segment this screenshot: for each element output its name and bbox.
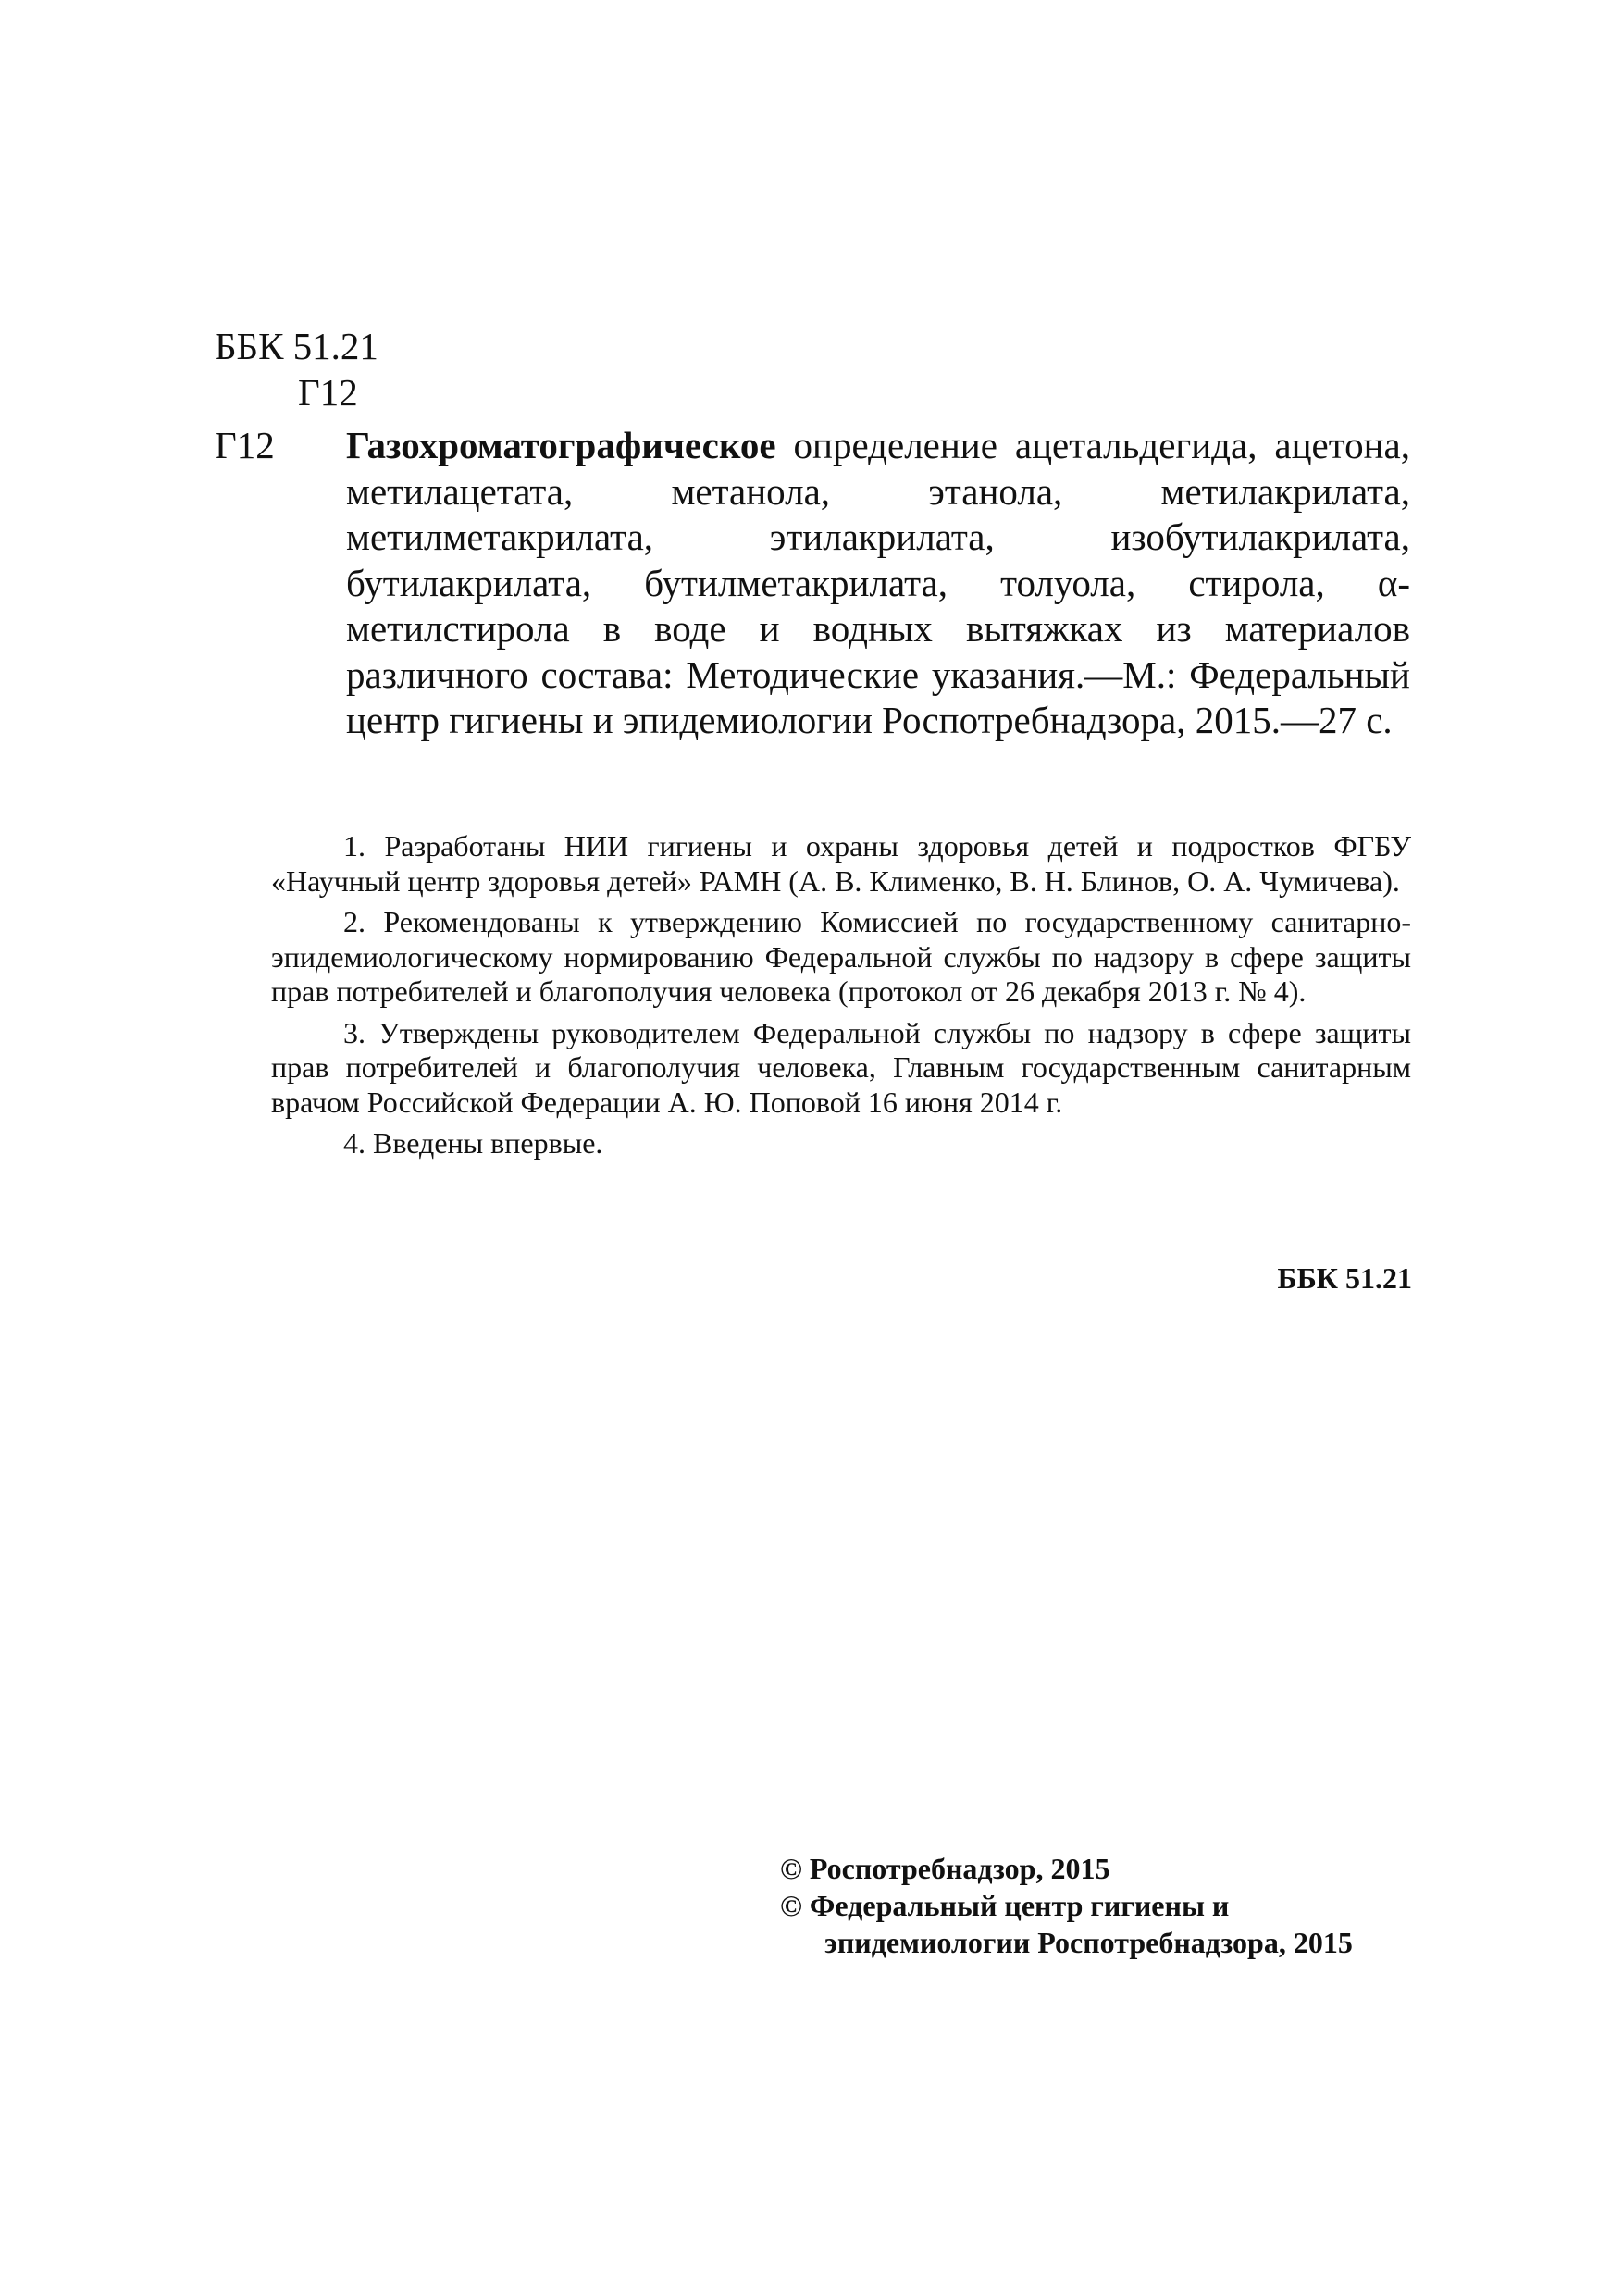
copyright-line: © Роспотребнадзор, 2015 bbox=[780, 1852, 1110, 1885]
author-sign: Г12 bbox=[298, 371, 358, 414]
credit-item-introduced: 4. Введены впервые. bbox=[343, 1126, 603, 1160]
credit-item-developed: 1. Разработаны НИИ гигиены и охраны здоровья детей и подростков ФГБУ «Научный центр здоровья детей» РАМН (А. В. Клименко, В. Н. Блинов, О. А. Чумичева). bbox=[271, 829, 1411, 898]
copyright-line: © Федеральный центр гигиены и bbox=[780, 1889, 1230, 1922]
copyright-line: эпидемиологии Роспотребнадзора, 2015 bbox=[824, 1926, 1353, 1959]
bbk-footer-code: ББК 51.21 bbox=[1277, 1261, 1412, 1295]
publication-description: определение ацетальдегида, ацетона, метилацетата, метанола, этанола, метилакрилата, метилметакрилата, этилакрилата, изобутилакрилата, бутилакрилата, бутилметакрилата, толуола, стирола, α-метилстирола в воде и водных вытяжках из материалов различного состава: Методические указания.—М.: Федеральный центр гигиены и эпидемиологии Роспотребнадзора, 2015.—27 с. bbox=[346, 424, 1410, 741]
bbk-classification-code: ББК 51.21 bbox=[215, 325, 378, 367]
credits-list bbox=[271, 829, 1411, 1168]
bibliographic-description bbox=[346, 423, 1410, 744]
credit-item-recommended: 2. Рекомендованы к утверждению Комиссией по государственному санитарно-эпидемиологическому нормированию Федеральной службы по надзору в сфере защиты прав потребителей и благополучия человека (протокол от 26 декабря 2013 г. № 4). bbox=[271, 905, 1411, 1008]
copyright-block bbox=[780, 1850, 1353, 1961]
entry-author-sign: Г12 bbox=[215, 424, 275, 466]
credit-item-approved: 3. Утверждены руководителем Федеральной службы по надзору в сфере защиты прав потребителей и благополучия человека, Главным государственным санитарным врачом Российской Федерации А. Ю. Поповой 16 июня 2014 г. bbox=[271, 1015, 1411, 1119]
publication-title-bold: Газохроматографическое bbox=[346, 424, 776, 466]
